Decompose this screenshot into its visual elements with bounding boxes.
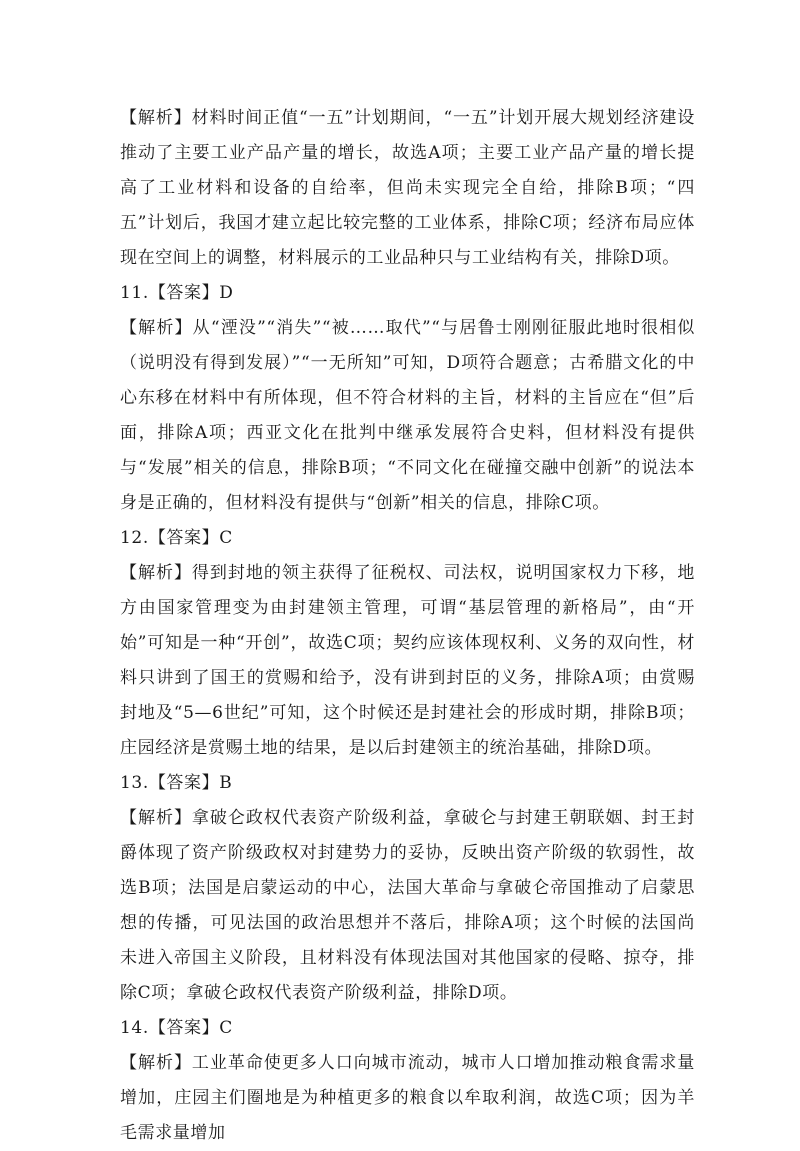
answer-explanations (120, 101, 695, 1151)
explanation-paragraph-12: 【解析】得到封地的领主获得了征税权、司法权，说明国家权力下移，地方由国家管理变为由封建领主管理，可谓“基层管理的新格局”，由“开始”可知是一种“开创”，故选C项；契约应该体现权利、义务的双向性，材料只讲到了国王的赏赐和给予，没有讲到封臣的义务，排除A项；由赏赐封地及“5—6世纪”可知，这个时候还是封建社会的形成时期，排除B项；庄园经济是赏赐土地的结果，是以后封建领主的统治基础，排除D项。 (120, 563, 695, 758)
answer-line-14: 14.【答案】C (120, 1018, 233, 1038)
answer-line-11: 11.【答案】D (120, 283, 234, 303)
explanation-paragraph-13: 【解析】拿破仑政权代表资产阶级利益，拿破仑与封建王朝联姻、封王封爵体现了资产阶级政权对封建势力的妥协，反映出资产阶级的软弱性，故选B项；法国是启蒙运动的中心，法国大革命与拿破仑帝国推动了启蒙思想的传播，可见法国的政治思想并不落后，排除A项；这个时候的法国尚未进入帝国主义阶段，且材料没有体现法国对其他国家的侵略、掠夺，排除C项；拿破仑政权代表资产阶级利益，排除D项。 (120, 808, 695, 1003)
explanation-paragraph-14: 【解析】工业革命使更多人口向城市流动，城市人口增加推动粮食需求量增加，庄园主们圈地是为种植更多的粮食以牟取利润，故选C项；因为羊毛需求量增加 (120, 1053, 695, 1143)
explanation-paragraph-11: 【解析】从“湮没”“消失”“被……取代”“与居鲁士刚刚征服此地时很相似（说明没有得到发展）”“一无所知”可知，D项符合题意；古希腊文化的中心东移在材料中有所体现，但不符合材料的主旨，材料的主旨应在“但”后面，排除A项；西亚文化在批判中继承发展符合史料，但材料没有提供与“发展”相关的信息，排除B项；“不同文化在碰撞交融中创新”的说法本身是正确的，但材料没有提供与“创新”相关的信息，排除C项。 (120, 318, 695, 513)
explanation-paragraph-10: 【解析】材料时间正值“一五”计划期间，“一五”计划开展大规划经济建设推动了主要工业产品产量的增长，故选A项；主要工业产品产量的增长提高了工业材料和设备的自给率，但尚未实现完全自给，排除B项；“四五”计划后，我国才建立起比较完整的工业体系，排除C项；经济布局应体现在空间上的调整，材料展示的工业品种只与工业结构有关，排除D项。 (120, 108, 695, 268)
answer-line-13: 13.【答案】B (120, 773, 233, 793)
answer-line-12: 12.【答案】C (120, 528, 233, 548)
